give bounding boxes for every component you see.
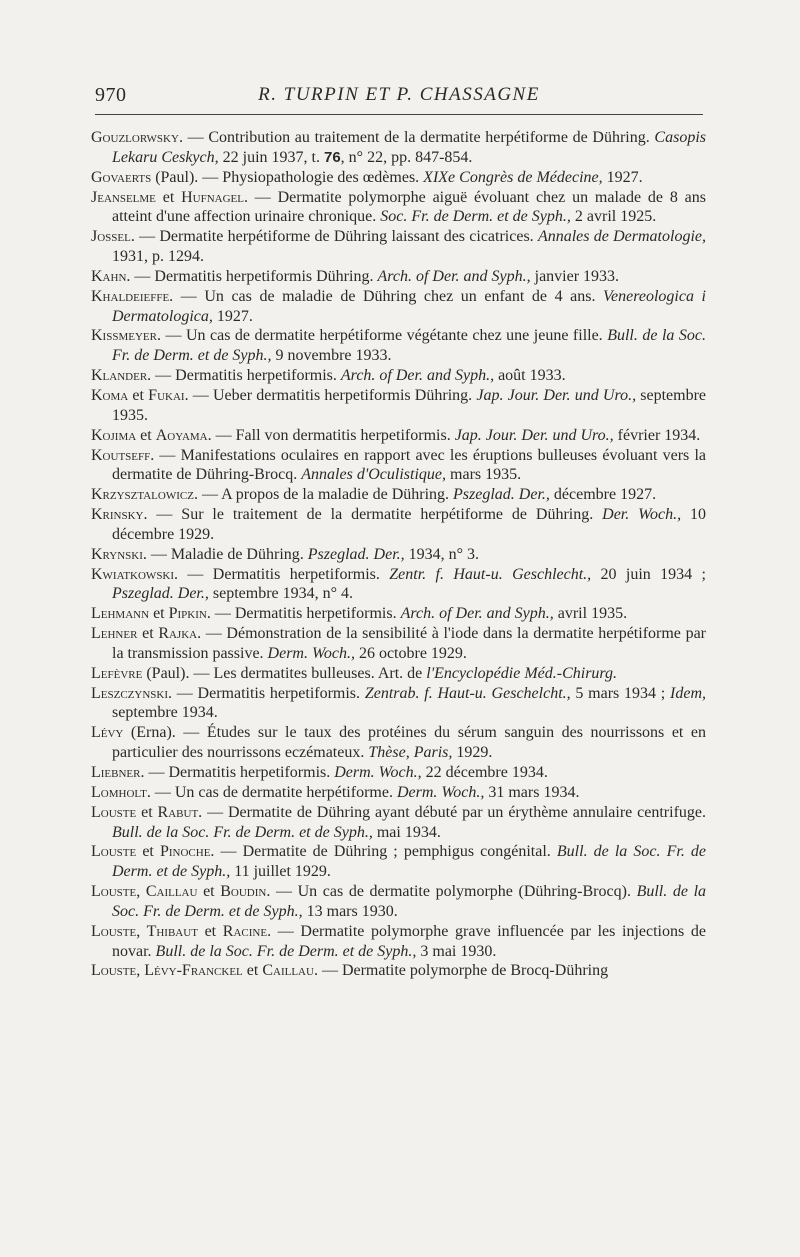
citation-text: 31 mars 1934. <box>484 783 580 801</box>
journal-title: Bull. de la Soc. Fr. de Derm. et de Syph., <box>112 327 706 365</box>
journal-title: Pszeglad. Der., <box>112 585 209 603</box>
author-name: Fukai <box>148 386 185 404</box>
author-name: Hufnagel <box>181 188 244 206</box>
citation-text: et <box>155 188 182 206</box>
citation-text: . — Manifestations oculaires en rapport avec les éruptions bulleuses évoluant vers la dermatite de Dühring-Brocq. <box>112 446 706 484</box>
journal-title: Jap. Jour. Der. und Uro., <box>476 386 637 404</box>
citation-text: . — Ueber dermatitis herpetiformis Dühring. <box>184 386 477 404</box>
citation-text: août 1933. <box>494 367 566 385</box>
author-name: Koma <box>91 386 129 404</box>
citation-text: . — Dermatitis herpetiformis. <box>147 367 341 385</box>
citation-text: . — Dermatitis herpetiformis. <box>174 565 390 583</box>
citation-text: . — A propos de la maladie de Dühring. <box>193 486 454 504</box>
journal-title: Bull. de la Soc. Fr. de Derm. et de Syph., <box>112 823 373 841</box>
citation-text: . — Dermatite de Dühring ayant débuté par un érythème annulaire centrifuge. <box>198 803 706 821</box>
bibliography-entry-krynski <box>91 545 706 565</box>
bibliography-list <box>91 128 706 981</box>
bibliography-entry-lehmann-pipkin <box>91 604 706 624</box>
citation-text: . — Dermatitis herpetiformis. <box>168 684 365 702</box>
citation-text: (Paul). — Physiopathologie des œdèmes. <box>151 168 424 186</box>
citation-text: 2 avril 1925. <box>570 208 657 226</box>
citation-text: 9 novembre 1933. <box>271 347 392 365</box>
author-name: Krinsky <box>91 506 144 524</box>
bibliography-entry-krzysztalowicz <box>91 485 706 505</box>
citation-text: . — Un cas de maladie de Dühring chez un enfant de 4 ans. <box>169 287 604 305</box>
citation-text: . — Sur le traitement de la dermatite herpétiforme de Dühring. <box>143 506 603 524</box>
citation-text: (Erna). — Études sur le taux des protéines du sérum sanguin des nourrissons et en particulier des nourrissons eczémateux. <box>112 724 706 762</box>
bibliography-entry-louste-pinoche <box>91 842 706 882</box>
header-rule <box>95 114 703 115</box>
author-name: Lomholt <box>91 783 147 801</box>
bibliography-entry-krinsky <box>91 505 706 545</box>
bibliography-entry-lomholt <box>91 783 706 803</box>
citation-text: et <box>136 843 160 861</box>
citation-text: 5 mars 1934 ; <box>570 684 671 702</box>
author-name: Liebner <box>91 764 141 781</box>
author-name: Rajka <box>158 625 198 643</box>
citation-text: . — Un cas de dermatite herpétiforme végétante chez une jeune fille. <box>156 327 608 345</box>
journal-title: Bull. de la Soc. Fr. de Derm. et de Syph., <box>155 942 417 960</box>
journal-title: Arch. of Der. and Syph., <box>400 605 554 623</box>
author-name: Klander <box>91 367 148 385</box>
journal-title: Soc. Fr. de Derm. et de Syph., <box>380 208 571 226</box>
citation-text: . — Un cas de dermatite polymorphe (Dühring-Brocq). <box>266 883 637 901</box>
author-name: Krzysztalowicz <box>91 486 194 504</box>
author-name: Kojima <box>91 426 137 444</box>
citation-text: . — Démonstration de la sensibilité à l'iode dans la dermatite herpétiforme par la transmission passive. <box>112 625 706 662</box>
page-number: 970 <box>95 84 127 106</box>
citation-text: et <box>137 625 159 643</box>
citation-text: et <box>149 605 169 623</box>
bibliography-entry-lehner-rajka <box>91 624 706 664</box>
author-name: Racine <box>222 922 268 940</box>
citation-text: avril 1935. <box>553 605 628 623</box>
author-name: Louste, Lévy-Franckel <box>91 962 243 980</box>
citation-text: mai 1934. <box>372 823 441 841</box>
author-name: Louste, Thibaut <box>91 922 198 940</box>
bibliography-entry-louste-levy-franckel-caillau <box>91 961 706 981</box>
citation-text: février 1934. <box>613 426 701 444</box>
page-header <box>95 80 703 116</box>
author-name: Louste <box>91 803 137 821</box>
bibliography-entry-gouzlorwsky <box>91 128 706 168</box>
journal-title: Bull. de la Soc. Fr. de Derm. et de Syph., <box>112 843 707 881</box>
citation-text: et <box>136 426 156 444</box>
journal-title: Casopis Lekaru Ceskych, <box>112 129 706 166</box>
citation-text: septembre 1934, n° 4. <box>208 585 354 603</box>
citation-text: 26 octobre 1929. <box>354 644 467 662</box>
citation-text: 11 juillet 1929. <box>230 863 331 881</box>
journal-title: Pszeglad. Der., <box>453 486 550 504</box>
bibliography-entry-govaerts <box>91 168 706 188</box>
author-name: Krynski <box>91 545 143 563</box>
citation-text: et <box>136 803 158 821</box>
author-name: Boudin <box>220 883 267 901</box>
citation-text: . — Dermatite polymorphe aiguë évoluant chez un malade de 8 ans atteint d'une affection urinaire chronique. <box>112 188 707 226</box>
citation-text: 1929. <box>452 744 493 762</box>
citation-text: décembre 1927. <box>549 486 657 504</box>
citation-text: . — Contribution au traitement de la dermatite herpétiforme de Dühring. <box>178 129 655 146</box>
bibliography-entry-khaldeieffe <box>91 287 706 327</box>
author-name: Caillau <box>262 962 314 980</box>
citation-text: et <box>242 962 263 980</box>
author-name: Lehmann <box>91 605 150 623</box>
bibliography-entry-louste-caillau-boudin <box>91 882 706 922</box>
bibliography-entry-jossel <box>91 227 706 267</box>
citation-text: (Paul). — Les dermatites bulleuses. Art. de <box>142 664 427 682</box>
bibliography-entry-koutseff <box>91 446 706 486</box>
bibliography-entry-kojima-aoyama <box>91 426 706 446</box>
citation-text: 1927. <box>212 307 253 325</box>
bibliography-entry-kissmeyer <box>91 326 706 366</box>
citation-text: , n° 22, pp. 847-854. <box>340 148 473 166</box>
citation-text: . — Dermatite polymorphe de Brocq-Dühring <box>313 962 609 980</box>
author-name: Rabut <box>157 803 199 821</box>
author-name: Aoyama <box>155 426 208 444</box>
citation-text: 1931, p. 1294. <box>112 248 204 266</box>
author-name: Lehner <box>91 625 138 643</box>
citation-text: et <box>197 883 221 901</box>
author-name: Govaerts <box>91 168 152 186</box>
author-name: Jossel <box>91 228 131 246</box>
author-name: Louste, Caillau <box>91 883 198 901</box>
citation-text: mars 1935. <box>446 466 522 484</box>
citation-text: 1927. <box>602 168 643 186</box>
journal-title: Venereologica i Dermatologica, <box>112 287 706 325</box>
author-name: Lefèvre <box>91 664 143 682</box>
citation-text: et <box>128 386 149 404</box>
journal-title: l'Encyclopédie Méd.-Chirurg. <box>426 664 618 682</box>
bibliography-entry-louste-rabut <box>91 803 706 843</box>
citation-text: . — Dermatitis herpetiformis Dühring. <box>126 267 378 285</box>
journal-title: Thèse, Paris, <box>368 744 453 762</box>
citation-text: . — Dermatite herpétiforme de Dühring laissant des cicatrices. <box>130 228 538 246</box>
author-name: Kahn <box>91 267 127 285</box>
citation-text: . — Dermatite de Dühring ; pemphigus congénital. <box>210 843 557 861</box>
journal-title: Jap. Jour. Der. und Uro., <box>454 426 614 444</box>
bibliography-entry-liebner <box>91 763 706 783</box>
citation-text: . — Fall von dermatitis herpetiformis. <box>207 426 455 444</box>
journal-title: Derm. Woch., <box>267 644 355 662</box>
author-name: Lévy <box>91 724 124 742</box>
bibliography-entry-levy <box>91 723 706 763</box>
bibliography-entry-lefevre <box>91 664 706 684</box>
journal-title: Arch. of Der. and Syph., <box>340 367 495 385</box>
author-name: Kissmeyer <box>91 327 157 345</box>
journal-title: Pszeglad. Der., <box>307 545 405 563</box>
journal-title: XIXe Congrès de Médecine, <box>423 168 603 186</box>
journal-title: Idem, <box>670 684 707 702</box>
citation-text: . — Dermatitis herpetiformis. <box>140 764 335 781</box>
author-name: Koutseff <box>91 446 151 464</box>
author-name: Jeanselme <box>91 188 156 206</box>
journal-title: Annales de Dermatologie, <box>537 228 706 246</box>
author-name: Leszczynski <box>91 684 168 702</box>
citation-text: 10 décembre 1929. <box>112 506 707 543</box>
bibliography-entry-louste-thibaut-racine <box>91 922 706 962</box>
author-name: Gouzlorwsky <box>91 129 179 146</box>
citation-text: septembre 1934. <box>112 704 218 722</box>
citation-text: et <box>197 922 223 940</box>
author-name: Pipkin <box>168 605 207 623</box>
bibliography-entry-klander <box>91 366 706 386</box>
bibliography-entry-leszczynski <box>91 684 706 724</box>
citation-text: 20 juin 1934 ; <box>591 565 706 583</box>
journal-title: Annales d'Oculistique, <box>301 466 447 484</box>
bibliography-entry-kahn <box>91 267 706 287</box>
bibliography-entry-kwiatkowski <box>91 565 706 605</box>
journal-title: Zentr. f. Haut-u. Geschlecht., <box>389 565 592 583</box>
citation-text: . — Dermatite polymorphe grave influencée par les injections de novar. <box>112 922 706 960</box>
citation-text: . — Maladie de Dühring. <box>142 545 308 563</box>
journal-title: Der. Woch., <box>602 506 682 524</box>
author-name: Kwiatkowski <box>91 565 175 583</box>
journal-title: Zentrab. f. Haut-u. Geschelcht., <box>364 684 571 702</box>
journal-title: Derm. Woch., <box>396 783 485 801</box>
author-name: Khaldeieffe <box>91 287 170 305</box>
citation-text: . — Dermatitis herpetiformis. <box>206 605 401 623</box>
bibliography-entry-jeanselme-hufnagel <box>91 188 706 228</box>
citation-text: . — Un cas de dermatite herpétiforme. <box>146 783 397 801</box>
citation-text: 1934, n° 3. <box>404 545 480 563</box>
volume-number: 76 <box>323 148 341 166</box>
citation-text: 22 juin 1937, t. <box>218 148 324 166</box>
author-name: Pinoche <box>159 843 211 861</box>
journal-title: Arch. of Der. and Syph., <box>377 267 531 285</box>
citation-text: 13 mars 1930. <box>302 902 398 920</box>
citation-text: 3 mai 1930. <box>416 942 497 960</box>
citation-text: septembre 1935. <box>112 386 707 424</box>
journal-title: Derm. Woch., <box>334 764 422 781</box>
citation-text: 22 décembre 1934. <box>421 764 548 781</box>
citation-text: janvier 1933. <box>530 267 620 285</box>
bibliography-entry-koma-fukai <box>91 386 706 426</box>
author-name: Louste <box>91 843 137 861</box>
running-title: R. TURPIN ET P. CHASSAGNE <box>258 84 540 105</box>
journal-title: Bull. de la Soc. Fr. de Derm. et de Syph., <box>112 883 707 920</box>
